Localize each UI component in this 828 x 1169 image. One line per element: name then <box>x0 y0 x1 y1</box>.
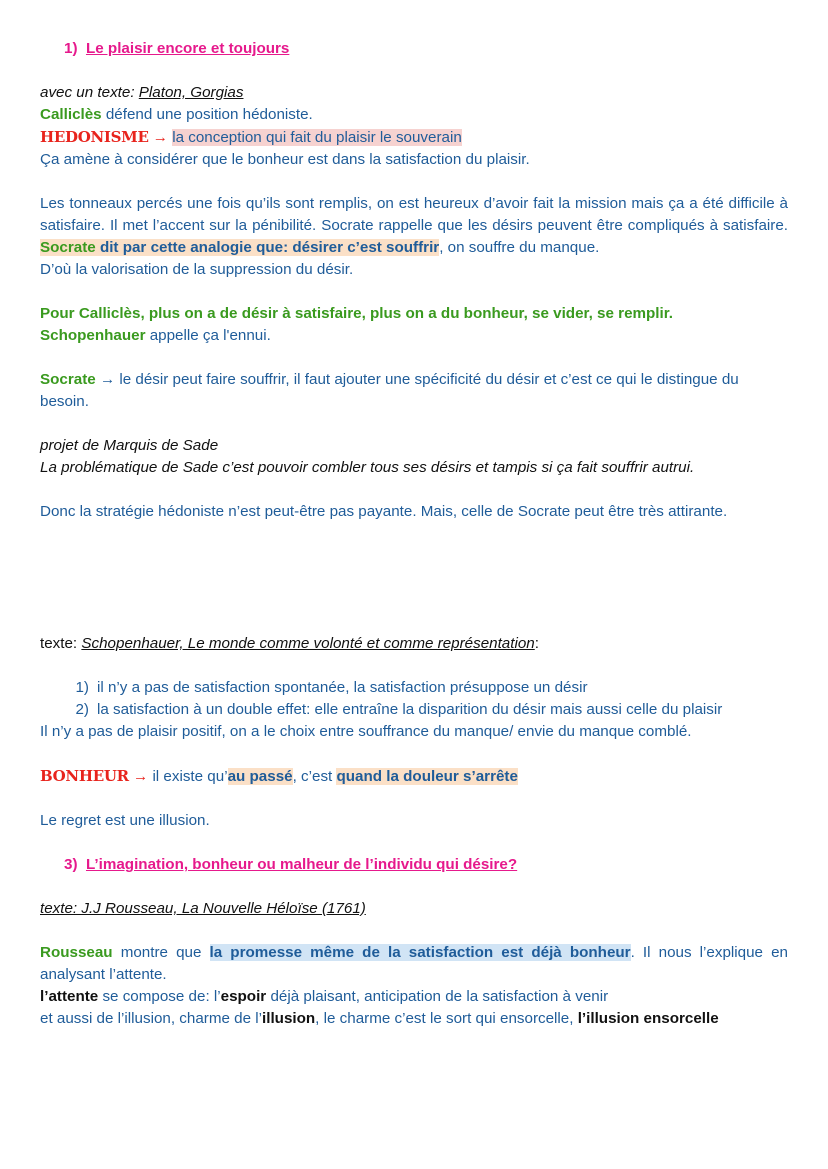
hedonisme-definition: la conception qui fait du plaisir le souverain <box>172 129 462 146</box>
rousseau-name: Rousseau <box>40 944 113 961</box>
socrate-analogy-highlight <box>40 239 439 256</box>
texte-prefix: texte: <box>40 635 82 652</box>
callicles-bonheur-line: Pour Calliclès, plus on a de désir à satisfaire, plus on a du bonheur, se vider, se remplir. <box>40 305 674 322</box>
tonneaux-paragraph <box>40 193 788 259</box>
au-passe-highlight: au passé <box>227 768 293 785</box>
illusion-term: illusion <box>262 1010 316 1027</box>
rousseau-paragraph <box>40 942 788 986</box>
schopenhauer-name: Schopenhauer <box>40 327 146 344</box>
illusion-pre: et aussi de l’illusion, charme de l’ <box>40 1010 263 1027</box>
attente-post: déjà plaisant, anticipation de la satisfaction à venir <box>266 988 609 1005</box>
espoir-term: espoir <box>220 988 267 1005</box>
arrow: → <box>128 768 153 785</box>
rousseau-text-reference: texte: J.J Rousseau, La Nouvelle Héloïse (1761) <box>40 900 366 917</box>
platon-reference: Platon, Gorgias <box>138 84 244 101</box>
list-text: il n’y a pas de satisfaction spontanée, la satisfaction présuppose un désir <box>97 679 588 696</box>
attente-pre: se compose de: l’ <box>98 988 221 1005</box>
section-1-heading <box>40 38 788 60</box>
section-3-number: 3) <box>64 856 78 873</box>
socrate-desir-text: → le désir peut faire souffrir, il faut ajouter une spécificité du désir et c’est ce qui le distingue du besoin. <box>40 371 739 410</box>
schopenhauer-reference: Schopenhauer, Le monde comme volonté et comme représentation <box>81 635 535 652</box>
section-3-heading <box>40 854 788 876</box>
bonheur-term: BONHEUR <box>40 767 129 785</box>
section-1-number: 1) <box>64 40 78 57</box>
list-item <box>40 699 788 721</box>
bonheur-line <box>40 765 788 788</box>
promesse-highlight: la promesse même de la satisfaction est déjà bonheur <box>209 944 631 961</box>
callicles-name: Calliclès <box>40 106 102 123</box>
socrate-name: Socrate <box>40 239 96 256</box>
hedonisme-term: HEDONISME <box>40 128 149 146</box>
schopenhauer-ennui-line <box>40 325 788 347</box>
suppression-line: D’où la valorisation de la suppression du désir. <box>40 261 354 278</box>
illusion-mid: , le charme c’est le sort qui ensorcelle, <box>315 1010 578 1027</box>
illusion-line <box>40 1008 788 1030</box>
plaisir-positif-line: Il n’y a pas de plaisir positif, on a le choix entre souffrance du manque/ envie du manque comblé. <box>40 723 692 740</box>
list-text: la satisfaction à un double effet: elle entraîne la disparition du désir mais aussi celle du plaisir <box>97 701 723 718</box>
document-page <box>40 38 788 1030</box>
hedonisme-line <box>40 126 788 149</box>
tonneaux-part2: , on souffre du manque. <box>439 239 600 256</box>
arrow: → <box>148 129 173 146</box>
socrate-desir-paragraph <box>40 369 788 413</box>
attente-term: l’attente <box>40 988 99 1005</box>
schopenhauer-text-reference <box>40 633 788 655</box>
callicles-line <box>40 104 788 126</box>
rousseau-pre: montre que <box>112 944 210 961</box>
list-number: 2) <box>75 701 89 718</box>
sade-title: projet de Marquis de Sade <box>40 437 219 454</box>
colon: : <box>534 635 539 652</box>
bonheur-pre: il existe qu’ <box>152 768 228 785</box>
section-1-title: Le plaisir encore et toujours <box>85 40 290 57</box>
regret-line: Le regret est une illusion. <box>40 812 210 829</box>
douleur-highlight: quand la douleur s’arrête <box>336 768 518 785</box>
sade-text: La problématique de Sade c’est pouvoir combler tous ses désirs et tampis si ça fait souffrir autrui. <box>40 459 695 476</box>
bonheur-mid: , c’est <box>292 768 337 785</box>
bonheur-satisfaction-line: Ça amène à considérer que le bonheur est dans la satisfaction du plaisir. <box>40 151 530 168</box>
intro-text-reference <box>40 82 788 104</box>
socrate-name-2: Socrate <box>40 371 96 388</box>
rousseau-post: . Il nous l’explique en analysant l’attente. <box>40 944 788 983</box>
section-3-title: L’imagination, bonheur ou malheur de l’individu qui désire? <box>85 856 518 873</box>
analogy-text: dit par cette analogie que: désirer c’est souffrir <box>95 239 440 256</box>
tonneaux-part1: Les tonneaux percés une fois qu’ils sont remplis, on est heureux d’avoir fait la mission mais ça a été difficile à satisfaire. Il met l’accent sur la pénibilité. Socrate rappelle que les désirs peuvent être compliqués à satisfaire. <box>40 195 788 234</box>
schopenhauer-rest: appelle ça l'ennui. <box>145 327 271 344</box>
illusion-ensorcelle: l’illusion ensorcelle <box>577 1010 719 1027</box>
intro-prefix: avec un texte: <box>40 84 139 101</box>
attente-line <box>40 986 788 1008</box>
callicles-rest: défend une position hédoniste. <box>101 106 313 123</box>
conclusion-paragraph: Donc la stratégie hédoniste n’est peut-être pas payante. Mais, celle de Socrate peut être très attirante. <box>40 503 728 520</box>
list-number: 1) <box>75 679 89 696</box>
list-item <box>40 677 788 699</box>
